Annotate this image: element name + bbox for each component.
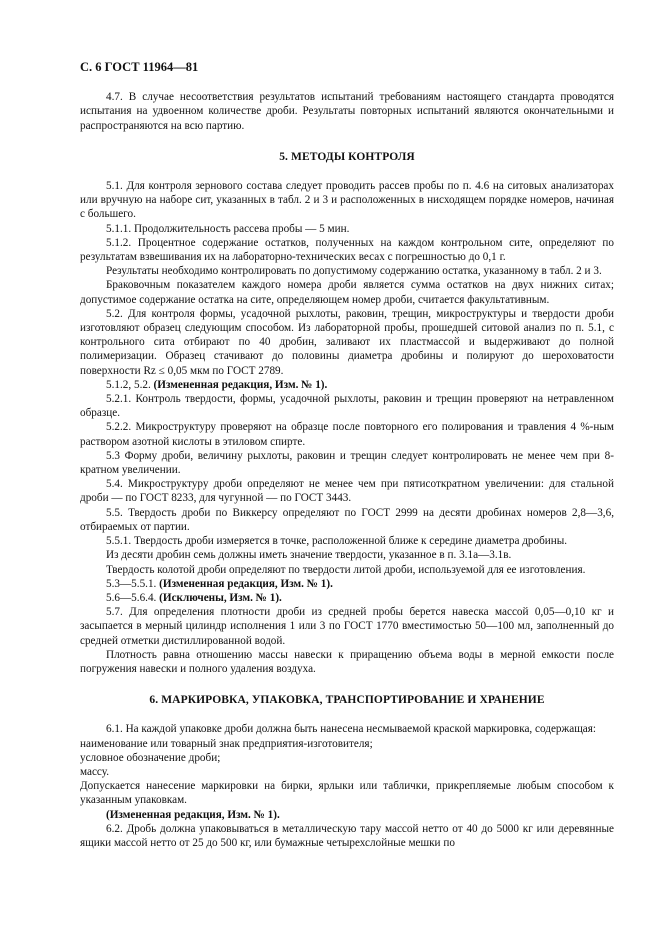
paragraph-5-1-2-results: Результаты необходимо контролировать по допустимому содержанию остатка, указанному в табл. 2 и 3. [106, 265, 602, 278]
paragraph-6-1-tags: Допускается нанесение маркировки на бирки, ярлыки или таблички, прикрепляемые любым способом к указанным упаковкам. [80, 780, 614, 807]
document-page [80, 60, 614, 850]
excluded-note-5-6 [80, 591, 614, 605]
paragraph-5-2-1: 5.2.1. Контроль твердости, формы, усадочной рыхлоты, раковин и трещин проверяют на нетравленном образце. [80, 393, 614, 420]
marking-item-name: наименование или товарный знак предприятия-изготовителя; [80, 737, 373, 750]
paragraph-6-2: 6.2. Дробь должна упаковываться в металлическую тару массой нетто от 40 до 5000 кг или деревянные ящики массой нетто от 25 до 500 кг, или бумажные четырехслойные мешки по [80, 822, 614, 849]
paragraph-5-3: 5.3 Форму дроби, величину рыхлоты, раковин и трещин следует контролировать не менее чем при 8-кратном увеличении. [80, 449, 614, 477]
note-prefix: 5.3—5.5.1. [106, 577, 157, 590]
paragraph-5-1-1: 5.1.1. Продолжительность рассева пробы — 5 мин. [106, 222, 350, 235]
section-5-title: 5. МЕТОДЫ КОНТРОЛЯ [279, 150, 415, 163]
edit-note: (Измененная редакция, Изм. № 1). [159, 577, 333, 590]
paragraph-5-7: 5.7. Для определения плотности дроби из средней пробы берется навеска массой 0,05—0,10 кг и засыпается в мерный цилиндр исполнения 1 или 3 по ГОСТ 1770 вместимостью 50—100 мл, заполненный до средней отметки дистиллированной водой. [80, 606, 614, 647]
paragraph-5-5-1-ten: Из десяти дробин семь должны иметь значение твердости, указанное в п. 3.1а—3.1в. [106, 549, 512, 562]
page-header: С. 6 ГОСТ 11964—81 [80, 60, 199, 74]
excluded-note: (Исключены, Изм. № 1). [159, 591, 282, 604]
marking-item-mass: массу. [80, 765, 110, 778]
paragraph-5-5: 5.5. Твердость дроби по Виккерсу определяют по ГОСТ 2999 на десяти дробинах номеров 2,8—3,6, отбираемых от партии. [80, 506, 614, 533]
note-prefix: 5.1.2, 5.2. [106, 378, 151, 391]
paragraph-5-5-1-split: Твердость колотой дроби определяют по твердости литой дроби, используемой для ее изготовления. [106, 563, 586, 576]
paragraph-5-1-2: 5.1.2. Процентное содержание остатков, полученных на каждом контрольном сите, определяют по результатам взвешивания их на лабораторно-технических весах с погрешностью до 0,1 г. [80, 236, 614, 264]
edit-note: (Измененная редакция, Изм. № 1). [153, 378, 328, 391]
marking-item-designation: условное обозначение дроби; [80, 751, 221, 764]
paragraph-5-7-density: Плотность равна отношению массы навески к приращению объема воды в мерной емкости после погружения навески и полного удаления воздуха. [80, 648, 614, 675]
section-6-title: 6. МАРКИРОВКА, УПАКОВКА, ТРАНСПОРТИРОВАНИЕ И ХРАНЕНИЕ [149, 694, 545, 707]
paragraph-5-2: 5.2. Для контроля формы, усадочной рыхлоты, раковин, трещин, микроструктуры и твердости дроби изготовляют образец следующим способом. Из лабораторной пробы, прошедшей ситовой анализ по п. 5.1, с контрольного сита отбирают по 40 дробин, заливают их пластмассой и выдерживают до полной полимеризации. Образец стачивают до половины диаметра дробины и полируют до шероховатости поверхности Rz ≤ 0,05 мкм по ГОСТ 2789. [80, 307, 614, 377]
paragraph-5-2-2: 5.2.2. Микроструктуру проверяют на образце после повторного его полирования и травления 4 %-ным раствором азотной кислоты в этиловом спирте. [80, 421, 614, 448]
paragraph-6-1: 6.1. На каждой упаковке дроби должна быть нанесена несмываемой краской маркировка, содержащая: [106, 723, 597, 736]
paragraph-4-7: 4.7. В случае несоответствия результатов испытаний требованиям настоящего стандарта проводятся испытания на удвоенном количестве дроби. Результаты повторных испытаний являются окончательными и распространяются на всю партию. [80, 91, 614, 132]
paragraph-5-1-2-reject: Браковочным показателем каждого номера дроби является сумма остатков на двух нижних ситах; допустимое содержание остатка на сите, определяющем номер дроби, считается факультативным. [80, 279, 614, 306]
edit-note-6-1 [80, 808, 614, 822]
paragraph-5-5-1: 5.5.1. Твердость дроби измеряется в точке, расположенной ближе к середине диаметра дробины. [106, 535, 568, 548]
edit-note: (Измененная редакция, Изм. № 1). [106, 808, 280, 821]
edit-note-5-1-2-5-2 [80, 378, 614, 392]
note-prefix: 5.6—5.6.4. [106, 591, 157, 604]
paragraph-5-4: 5.4. Микроструктуру дроби определяют не менее чем при пятисоткратном увеличении: для стальной дроби — по ГОСТ 8233, для чугунной — по ГОСТ 3443. [80, 478, 614, 505]
edit-note-5-3-5-5-1 [80, 577, 614, 591]
paragraph-5-1: 5.1. Для контроля зернового состава следует проводить рассев пробы по п. 4.6 на ситовых анализаторах или вручную на наборе сит, указанных в табл. 2 и 3 и расположенных в нисходящем порядке номеров, начиная с большего. [80, 180, 614, 221]
